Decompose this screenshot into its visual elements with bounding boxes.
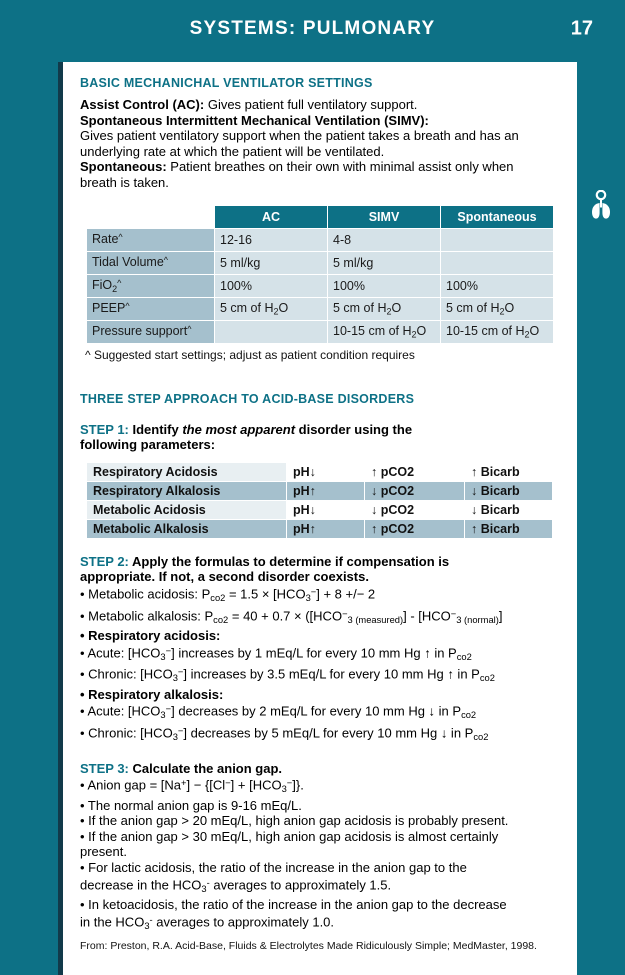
cell-ph: pH↓ [287, 500, 365, 519]
cell-tidal-simv: 5 ml/kg [328, 251, 441, 274]
step-1-heading [80, 422, 560, 438]
ventilator-description [80, 97, 560, 191]
cell-fio2-simv: 100% [328, 274, 441, 297]
formula-resp-alkalosis-acute: • Acute: $[HCO_3^-]$ decreases by 2 mEq/L for every 10 mm Hg ↓ in $P_{co2}$ [80, 703, 477, 721]
cell-bicarb: ↑ Bicarb [465, 519, 553, 538]
formula-group-respiratory-alkalosis: • Respiratory alkalosis: [80, 686, 224, 702]
formula-metabolic-acidosis: • Metabolic acidosis: $P_{co2} = 1.5 \times [HCO_3^-] + 8$ +/− 2 [80, 586, 376, 603]
step-1-text-before: Identify [128, 421, 183, 437]
lactic-acidosis-ratio-cont: decrease in the $HCO_3^-$ averages to approximately 1.5. [80, 876, 392, 894]
table-row [87, 481, 553, 500]
cell-fio2-ac: 100% [215, 274, 328, 297]
step-2-text: Apply the formulas to determine if compensation is [128, 553, 450, 569]
step-2-label: STEP 2: [80, 553, 129, 569]
anion-gap-formula: • Anion gap = $[Na^+] - \{[Cl^-] + [HCO_3^-]\}$. [80, 777, 304, 795]
table-row [87, 500, 553, 519]
cell-pco2: ↑ pCO2 [365, 462, 465, 481]
table-row [87, 320, 554, 343]
step-2-heading [80, 554, 560, 570]
cell-peep-simv: 5 cm of $H_2O$ [328, 297, 441, 320]
description-line: underlying rate at which the patient will be ventilated. [80, 143, 385, 159]
cell-rate-ac: 12-16 [215, 228, 328, 251]
formula-resp-alkalosis-chronic: • Chronic: $[HCO_3^-]$ decreases by 5 mEq/L for every 10 mm Hg ↓ in $P_{co2}$ [80, 725, 489, 742]
step-2-heading-line2: appropriate. If not, a second disorder coexists. [80, 569, 369, 585]
pulmonary-section-tab[interactable] [577, 58, 625, 244]
cell-peep-spontaneous: 5 cm of $H_2O$ [441, 297, 554, 320]
table-row [87, 228, 554, 251]
ketoacidosis-ratio-cont: in the $HCO_3^-$ averages to approximately 1.0. [80, 914, 335, 931]
description-line [80, 113, 560, 129]
cell-ph: pH↓ [287, 462, 365, 481]
cell-fio2-spontaneous: 100% [441, 274, 554, 297]
cell-rate-simv: 4-8 [328, 228, 441, 251]
page-number: 17 [570, 17, 593, 40]
lungs-icon [588, 190, 614, 220]
step-1-label: STEP 1: [80, 421, 129, 437]
term-assist-control: Assist Control (AC): [80, 97, 205, 112]
table-row [87, 462, 553, 481]
anion-gap-over-30-cont: present. [80, 844, 127, 860]
column-header-blank [87, 205, 215, 228]
column-header-spontaneous: Spontaneous [441, 205, 554, 228]
table-row [87, 274, 554, 297]
step-1-heading-line2: following parameters: [80, 437, 216, 453]
formula-metabolic-alkalosis: • Metabolic alkalosis: $P_{co2} = 40 + 0.7 \times ([HCO^-_{3 (measured)}] - [HCO^-_{3 (normal)}]$ [80, 607, 503, 625]
anion-gap-normal-range: • The normal anion gap is 9-16 mEq/L. [80, 797, 302, 813]
cell-pco2: ↑ pCO2 [365, 519, 465, 538]
ketoacidosis-ratio: • In ketoacidosis, the ratio of the increase in the anion gap to the decrease [80, 897, 507, 913]
step-1-text-after: disorder using the [295, 421, 413, 437]
ventilator-section-heading: BASIC MECHANICHAL VENTILATOR SETTINGS [80, 76, 373, 90]
acid-base-disorders-table [86, 462, 553, 539]
anion-gap-over-30: • If the anion gap > 30 mEq/L, high anion gap acidosis is almost certainly [80, 828, 499, 844]
description-line [80, 159, 560, 175]
cell-ph: pH↑ [287, 481, 365, 500]
table-row [87, 251, 554, 274]
content-card [58, 62, 577, 975]
step-3-label: STEP 3: [80, 760, 129, 776]
term-simv: Spontaneous Intermittent Mechanical Ventilation (SIMV): [80, 112, 429, 128]
description-text: Patient breathes on their own with minimal assist only when [166, 159, 514, 175]
cell-tidal-spontaneous [441, 251, 554, 274]
cell-disorder: Respiratory Alkalosis [87, 481, 287, 500]
formula-resp-acidosis-acute: • Acute: $[HCO_3^-]$ increases by 1 mEq/L for every 10 mm Hg ↑ in $P_{co2}$ [80, 645, 472, 662]
column-header-ac: AC [215, 205, 328, 228]
ventilator-table-footnote: ^ Suggested start settings; adjust as patient condition requires [85, 347, 415, 362]
row-label-peep: PEEP^ [87, 297, 215, 320]
cell-pressure-simv: 10-15 cm of $H_2O$ [328, 320, 441, 343]
cell-tidal-ac: 5 ml/kg [215, 251, 328, 274]
cell-bicarb: ↑ Bicarb [465, 462, 553, 481]
cell-bicarb: ↓ Bicarb [465, 481, 553, 500]
term-spontaneous: Spontaneous: [80, 159, 167, 175]
anion-gap-over-20: • If the anion gap > 20 mEq/L, high anion gap acidosis is probably present. [80, 813, 509, 829]
description-line [80, 97, 560, 113]
cell-disorder: Metabolic Acidosis [87, 500, 287, 519]
cell-bicarb: ↓ Bicarb [465, 500, 553, 519]
acid-base-section-heading: THREE STEP APPROACH TO ACID-BASE DISORDERS [80, 391, 415, 406]
row-label-tidal-volume: Tidal Volume^ [87, 251, 215, 274]
cell-pco2: ↓ pCO2 [365, 500, 465, 519]
description-text: Gives patient full ventilatory support. [204, 97, 418, 112]
formula-resp-acidosis-chronic: • Chronic: $[HCO_3^-]$ increases by 3.5 mEq/L for every 10 mm Hg ↑ in $P_{co2}$ [80, 666, 495, 684]
cell-pco2: ↓ pCO2 [365, 481, 465, 500]
step-3-text: Calculate the anion gap. [128, 760, 283, 776]
step-3-heading [80, 761, 560, 777]
cell-ph: pH↑ [287, 519, 365, 538]
ventilator-settings-table [86, 205, 554, 344]
formula-group-respiratory-acidosis: • Respiratory acidosis: [80, 628, 221, 644]
page-header [0, 0, 625, 58]
description-line: Gives patient ventilatory support when the patient takes a breath and has an [80, 128, 519, 144]
table-row [87, 297, 554, 320]
description-line: breath is taken. [80, 174, 169, 190]
column-header-simv: SIMV [328, 205, 441, 228]
source-citation: From: Preston, R.A. Acid-Base, Fluids & Electrolytes Made Ridiculously Simple; MedMaster, 1998. [80, 940, 537, 953]
row-label-fio2: FiO$_2$^ [87, 274, 215, 297]
page-title: SYSTEMS: PULMONARY [189, 18, 436, 39]
cell-rate-spontaneous [441, 228, 554, 251]
row-label-pressure-support: Pressure support^ [87, 320, 215, 343]
table-header-row [87, 205, 554, 228]
row-label-rate: Rate^ [87, 228, 215, 251]
cell-pressure-spontaneous: 10-15 cm of $H_2O$ [441, 320, 554, 343]
table-row [87, 519, 553, 538]
cell-pressure-ac [215, 320, 328, 343]
step-1-italic: the most apparent [182, 421, 296, 437]
cell-disorder: Respiratory Acidosis [87, 462, 287, 481]
cell-disorder: Metabolic Alkalosis [87, 519, 287, 538]
cell-peep-ac: 5 cm of $H_2O$ [215, 297, 328, 320]
lactic-acidosis-ratio: • For lactic acidosis, the ratio of the increase in the anion gap to the [80, 860, 467, 876]
